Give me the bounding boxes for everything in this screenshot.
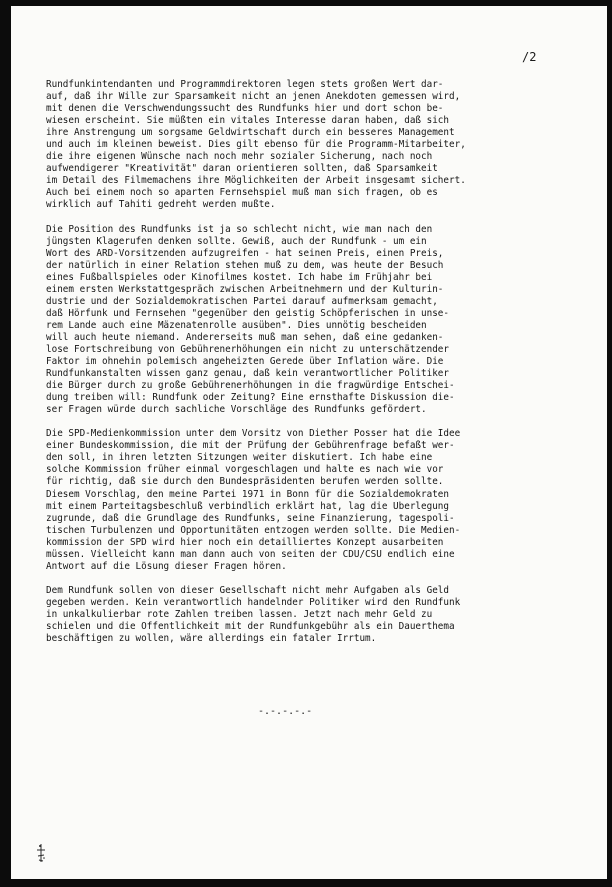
text-line: Auch bei einem noch so aparten Fernsehspiel muß man sich fragen, ob es (46, 187, 438, 199)
text-line: auf, daß ihr Wille zur Sparsamkeit nicht an jenen Anekdoten gemessen wird, (46, 91, 461, 103)
text-line: ihre Anstrengung um sorgsame Geldwirtschaft durch ein besseres Management (46, 127, 455, 139)
paragraph (46, 79, 578, 212)
text-line: der natürlich in einer Relation stehen muß zu dem, was heute der Besuch (46, 259, 444, 271)
text-line: Rundfunkintendanten und Programmdirektoren legen stets großen Wert dar- (46, 79, 444, 90)
text-line: gegeben werden. Kein verantwortlich handelnder Politiker wird den Rundfunk (46, 596, 461, 608)
text-line: mit einem Parteitagsbeschluß verbindlich erklärt hat, lag die Überlegung (46, 500, 449, 512)
text-line: Diesem Vorschlag, den meine Partei 1971 in Bonn für die Sozialdemokraten (46, 488, 449, 500)
paragraph (46, 585, 578, 645)
text-line: Wort des ARD-Vorsitzenden aufzugreifen - hat seinen Preis, einen Preis, (46, 247, 444, 259)
text-line: einem ersten Werkstattgespräch zwischen Arbeitnehmern und der Kulturin- (46, 283, 444, 295)
text-line: und auch im kleinen beweist. Dies gilt ebenso für die Programm-Mitarbeiter, (46, 139, 466, 151)
end-mark: -.-.-.-.- (258, 706, 313, 717)
text-line: die Bürger durch zu große Gebührenerhöhungen in die fragwürdige Entschei- (46, 380, 455, 392)
text-line: dung treiben will: Rundfunk oder Zeitung? Eine ernsthafte Diskussion die- (46, 392, 455, 404)
scan-border-right (607, 0, 612, 887)
text-line: in unkalkulierbar rote Zahlen treiben lassen. Jetzt nach mehr Geld zu (46, 608, 433, 620)
text-line: wiesen erscheint. Sie müßten ein vitales Interesse daran haben, daß sich (46, 115, 449, 127)
text-line: die ihre eigenen Wünsche nach noch mehr sozialer Sicherung, nach noch (46, 151, 433, 163)
text-line: müssen. Vielleicht kann man dann auch von seiten der CDU/CSU endlich eine (46, 548, 455, 560)
scan-border-top (0, 0, 612, 6)
text-line: tischen Turbulenzen und Opportunitäten entzogen werden sollte. Die Medien- (46, 524, 461, 536)
text-line: Dem Rundfunk sollen von dieser Gesellschaft nicht mehr Aufgaben als Geld (46, 584, 449, 596)
text-line: den soll, in ihren letzten Sitzungen weiter diskutiert. Ich habe eine (46, 452, 433, 464)
text-line: zugrunde, daß die Grundlage des Rundfunks, seine Finanzierung, tagespoli- (46, 512, 455, 524)
text-line: einer Bundeskommission, die mit der Prüfung der Gebührenfrage befaßt wer- (46, 440, 455, 452)
text-line: Antwort auf die Lösung dieser Fragen hören. (46, 560, 287, 572)
text-line: mit denen die Verschwendungssucht des Rundfunks hier und dort schon be- (46, 103, 444, 115)
paragraph (46, 224, 578, 417)
text-line: daß Hörfunk und Fernsehen "gegenüber den geistig Schöpferischen in unse- (46, 307, 449, 319)
scan-border-bottom (0, 879, 612, 887)
text-line: schielen und die Öffentlichkeit mit der Rundfunkgebühr als ein Dauerthema (46, 620, 455, 632)
scan-artifact-icon (34, 842, 50, 866)
text-line: aufwendigerer "Kreativität" daran orientieren sollten, daß Sparsamkeit (46, 163, 438, 175)
text-line: rem Lande auch eine Mäzenatenrolle ausüben". Dies unnötig bescheiden (46, 319, 427, 331)
text-line: für richtig, daß sie durch den Bundespräsidenten berufen werden sollte. (46, 476, 444, 488)
text-line: kommission der SPD wird hier noch ein detailliertes Konzept ausarbeiten (46, 536, 444, 548)
text-line: will auch heute niemand. Andererseits muß man sehen, daß eine gedanken- (46, 331, 444, 343)
text-line: Die Position des Rundfunks ist ja so schlecht nicht, wie man nach den (46, 223, 433, 235)
text-line: dustrie und der Sozialdemokratischen Partei darauf aufmerksam gemacht, (46, 295, 438, 307)
page-number: /2 (522, 50, 537, 64)
scan-border-left (0, 0, 11, 887)
text-line: Die SPD-Medienkommission unter dem Vorsitz von Diether Posser hat die Idee (46, 428, 461, 440)
text-line: wirklich auf Tahiti gedreht werden mußte. (46, 199, 276, 211)
text-line: Rundfunkanstalten wissen ganz genau, daß kein verantwortlicher Politiker (46, 368, 449, 380)
text-line: eines Fußballspieles oder Kinofilmes kostet. Ich habe im Frühjahr bei (46, 271, 433, 283)
text-line: Faktor im ohnehin polemisch angeheizten Gerede über Inflation wäre. Die (46, 356, 444, 368)
text-line: ser Fragen würde durch sachliche Vorschläge des Rundfunks gefördert. (46, 404, 427, 416)
text-line: lose Fortschreibung von Gebührenerhöhungen ein nicht zu unterschätzender (46, 343, 449, 355)
body-text (46, 79, 578, 657)
paragraph (46, 428, 578, 573)
text-line: beschäftigen zu wollen, wäre allerdings ein fataler Irrtum. (46, 633, 377, 645)
text-line: jüngsten Klagerufen denken sollte. Gewiß, auch der Rundfunk - um ein (46, 235, 427, 247)
text-line: im Detail des Filmemachens ihre Möglichkeiten der Arbeit insgesamt sichert. (46, 175, 466, 187)
text-line: solche Kommission früher einmal vorgeschlagen und halte es nach wie vor (46, 464, 444, 476)
